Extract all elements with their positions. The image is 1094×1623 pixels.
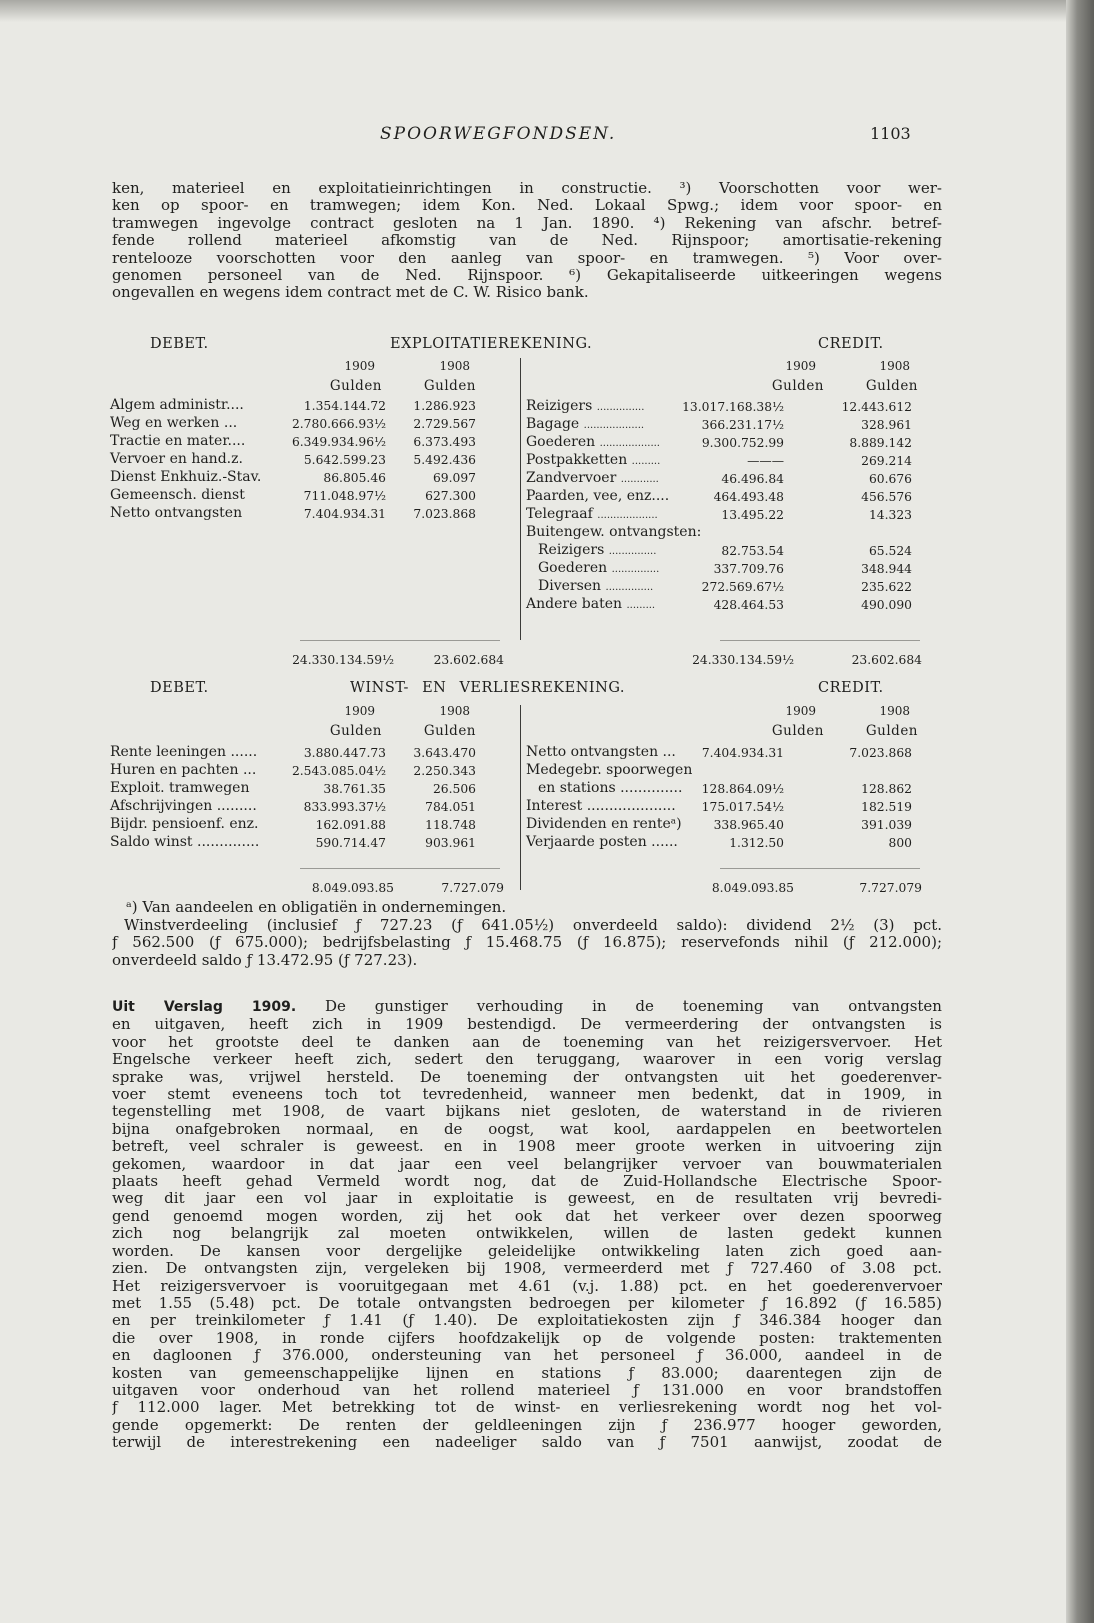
text-line: terwijl de interestrekening een nadeeliger saldo van ƒ 7501 aanwijst, zoodat de bbox=[112, 1434, 942, 1452]
credit-row-1908: 269.214 bbox=[861, 454, 912, 468]
debet-row-1909: 86.805.46 bbox=[323, 471, 386, 485]
credit-row-1909: 338.965.40 bbox=[713, 818, 784, 832]
credit-row-1909: 175.017.54½ bbox=[701, 800, 784, 814]
credit-row-label: Reizigers bbox=[538, 542, 605, 558]
debet-total-1909: 8.049.093.85 bbox=[311, 881, 394, 895]
debet-row-label: Gemeensch. dienst bbox=[110, 487, 245, 503]
debet-row-1909: 5.642.599.23 bbox=[303, 453, 386, 467]
debet-row-label: Weg en werken ... bbox=[110, 415, 238, 431]
total-rule bbox=[300, 640, 500, 641]
debet-row-label: Tractie en mater.... bbox=[110, 433, 246, 449]
text-line: ƒ 112.000 lager. Met betrekking tot de winst- en verliesrekening wordt nog het vol- bbox=[112, 1399, 942, 1417]
debet-total-1908: 7.727.079 bbox=[441, 881, 504, 895]
debet-row-1908: 7.023.868 bbox=[413, 507, 476, 521]
debet-row-1909: 590.714.47 bbox=[315, 836, 386, 850]
unit-header: Gulden bbox=[423, 723, 476, 739]
unit-header: Gulden bbox=[865, 378, 918, 394]
credit-row-label: Goederen bbox=[538, 560, 608, 576]
credit-row-1908: 456.576 bbox=[861, 490, 912, 504]
year-header: 1908 bbox=[439, 704, 470, 718]
exploitatie-debet-label: DEBET. bbox=[150, 336, 209, 352]
credit-row-label: Postpakketten bbox=[526, 452, 628, 468]
debet-row-1908: 2.729.567 bbox=[413, 417, 476, 431]
debet-row-1909: 1.354.144.72 bbox=[303, 399, 386, 413]
footnote-a: ᵃ) Van aandeelen en obligatiën in ondernemingen. bbox=[126, 898, 507, 916]
winstverdeeling-paragraph bbox=[112, 917, 942, 969]
text-line: ken op spoor- en tramwegen; idem Kon. Ned. Lokaal Spwg.; idem voor spoor- en bbox=[112, 197, 942, 215]
report-heading: Uit Verslag 1909. bbox=[112, 999, 297, 1015]
year-header: 1909 bbox=[785, 359, 816, 373]
unit-header: Gulden bbox=[423, 378, 476, 394]
credit-row-1909: 464.493.48 bbox=[713, 490, 784, 504]
credit-row-1908: 800 bbox=[888, 836, 912, 850]
credit-row-label: Goederen bbox=[526, 434, 596, 450]
credit-row-1908: 65.524 bbox=[868, 544, 912, 558]
debet-total-1908: 23.602.684 bbox=[433, 653, 504, 667]
credit-row-1909: 7.404.934.31 bbox=[701, 746, 784, 760]
year-header: 1909 bbox=[344, 359, 375, 373]
credit-subheading: Buitengew. ontvangsten: bbox=[526, 524, 702, 540]
leader-dots: ............... bbox=[608, 546, 657, 557]
debet-row-label: Huren en pachten ... bbox=[110, 762, 257, 778]
debet-row-1909: 38.761.35 bbox=[323, 782, 386, 796]
credit-row-label: Verjaarde posten ...... bbox=[526, 834, 678, 850]
running-title: SPOORWEGFONDSEN. bbox=[380, 124, 617, 144]
leader-dots: ................... bbox=[599, 438, 660, 449]
debet-row-1909: 2.780.666.93½ bbox=[291, 417, 386, 431]
credit-row-1909: 128.864.09½ bbox=[701, 782, 784, 796]
debet-row-label: Saldo winst .............. bbox=[110, 834, 260, 850]
credit-row bbox=[538, 542, 656, 561]
debet-row-label: Bijdr. pensioenf. enz. bbox=[110, 816, 259, 832]
credit-row bbox=[526, 398, 644, 417]
credit-row-label: Telegraaf bbox=[526, 506, 593, 522]
leader-dots: ................... bbox=[583, 420, 645, 431]
credit-row bbox=[526, 470, 659, 489]
credit-row bbox=[526, 506, 658, 525]
credit-row-1908: 60.676 bbox=[868, 472, 912, 486]
text-line: rentelooze voorschotten voor den aanleg van spoor- en tramwegen. ⁵) Voor over- bbox=[112, 249, 942, 267]
credit-row-label: Zandvervoer bbox=[526, 470, 617, 486]
credit-row-label: Andere baten bbox=[526, 596, 623, 612]
credit-row-1908: 8.889.142 bbox=[849, 436, 912, 450]
debet-row-1909: 833.993.37½ bbox=[303, 800, 386, 814]
credit-row-label: Bagage bbox=[526, 416, 580, 432]
credit-row-1909: 366.231.17½ bbox=[701, 418, 784, 432]
credit-row-1909: 272.569.67½ bbox=[701, 580, 784, 594]
credit-row-label: en stations .............. bbox=[538, 780, 683, 796]
credit-total-1908: 23.602.684 bbox=[851, 653, 922, 667]
text-line: ken, materieel en exploitatieinrichtingen in constructie. ³) Voorschotten voor wer- bbox=[112, 180, 942, 197]
text-line: ongevallen en wegens idem contract met de C. W. Risico bank. bbox=[112, 284, 589, 302]
debet-row-1908: 903.961 bbox=[425, 836, 476, 850]
year-header: 1908 bbox=[879, 359, 910, 373]
credit-row-1908: 128.862 bbox=[861, 782, 912, 796]
debet-row-1908: 1.286.923 bbox=[413, 399, 476, 413]
year-header: 1909 bbox=[785, 704, 816, 718]
credit-row-1908: 328.961 bbox=[861, 418, 912, 432]
debet-row-1909: 7.404.934.31 bbox=[303, 507, 386, 521]
winst-debet-label: DEBET. bbox=[150, 680, 209, 696]
debet-row-1908: 627.300 bbox=[425, 489, 476, 503]
credit-row-label: Medegebr. spoorwegen bbox=[526, 762, 693, 778]
credit-row-1908: 14.323 bbox=[868, 508, 912, 522]
credit-row-label: Paarden, vee, enz.... bbox=[526, 488, 670, 504]
debet-row-1908: 69.097 bbox=[432, 471, 476, 485]
report-first-line: De gunstiger verhouding in de toeneming van ontvangsten bbox=[325, 998, 942, 1015]
debet-row-1909: 2.543.085.04½ bbox=[291, 764, 386, 778]
year-header: 1909 bbox=[344, 704, 375, 718]
debet-row-label: Vervoer en hand.z. bbox=[110, 451, 243, 467]
text-line: sprake was, vrijwel hersteld. De toeneming der ontvangsten uit het goederenver- bbox=[112, 1068, 942, 1086]
credit-row bbox=[538, 560, 659, 579]
leader-dots: ............... bbox=[596, 402, 645, 413]
debet-row-label: Afschrijvingen ......... bbox=[110, 798, 257, 814]
leader-dots: ............... bbox=[605, 582, 654, 593]
text-line: weg dit jaar een vol jaar in exploitatie is geweest, en de resultaten vrij bevredi- bbox=[112, 1190, 942, 1208]
credit-row-1908: 7.023.868 bbox=[849, 746, 912, 760]
text-line: die over 1908, in ronde cijfers hoofdzakelijk op de volgende posten: traktementen bbox=[112, 1329, 942, 1347]
credit-row-label: Netto ontvangsten ... bbox=[526, 744, 676, 760]
text-line: zien. De ontvangsten zijn, vergeleken bij 1908, vermeerderd met ƒ 727.460 of 3.08 pct. bbox=[112, 1260, 942, 1278]
debet-total-1909: 24.330.134.59½ bbox=[292, 653, 394, 667]
credit-row bbox=[538, 578, 653, 597]
text-line: en dagloonen ƒ 376.000, ondersteuning van het personeel ƒ 36.000, aandeel in de bbox=[112, 1347, 942, 1365]
credit-row bbox=[526, 488, 669, 506]
exploitatie-title: EXPLOITATIEREKENING. bbox=[390, 336, 593, 352]
text-line: ƒ 562.500 (ƒ 675.000); bedrijfsbelasting ƒ 15.468.75 (ƒ 16.875); reservefonds nihil (ƒ 212.000); bbox=[112, 934, 942, 952]
credit-total-1908: 7.727.079 bbox=[859, 881, 922, 895]
debet-row-1908: 3.643.470 bbox=[413, 746, 476, 760]
credit-row-1908: 391.039 bbox=[861, 818, 912, 832]
text-line: en per treinkilometer ƒ 1.41 (ƒ 1.40). De exploitatiekosten zijn ƒ 346.384 hooger dan bbox=[112, 1312, 942, 1330]
text-line: Het reizigersvervoer is vooruitgegaan met 4.61 (v.j. 1.88) pct. en het goederenvervoer bbox=[112, 1277, 942, 1295]
text-line: kosten van gemeenschappelijke lijnen en stations ƒ 83.000; daarentegen zijn de bbox=[112, 1364, 942, 1382]
debet-row-1908: 6.373.493 bbox=[413, 435, 476, 449]
debet-row-1908: 118.748 bbox=[425, 818, 476, 832]
credit-row-label: Dividenden en renteᵃ) bbox=[526, 816, 682, 832]
text-line: gende opgemerkt: De renten der geldleeningen zijn ƒ 236.977 hooger geworden, bbox=[112, 1416, 942, 1434]
winst-title: WINST- EN VERLIESREKENING. bbox=[350, 680, 625, 696]
text-line: tramwegen ingevolge contract gesloten na 1 Jan. 1890. ⁴) Rekening van afschr. betref- bbox=[112, 214, 942, 232]
debet-row-1909: 711.048.97½ bbox=[303, 489, 386, 503]
credit-row-label: Interest .................... bbox=[526, 798, 676, 814]
credit-row bbox=[526, 596, 655, 615]
text-line: gekomen, waardoor in dat jaar een veel belangrijker vervoer van bouwmaterialen bbox=[112, 1155, 942, 1173]
credit-row-1908: 490.090 bbox=[861, 598, 912, 612]
credit-row-1909: 428.464.53 bbox=[713, 598, 784, 612]
total-rule bbox=[720, 868, 920, 869]
credit-row-1909: 9.300.752.99 bbox=[701, 436, 784, 450]
exploitatie-credit-label: CREDIT. bbox=[818, 336, 884, 352]
leader-dots: ................... bbox=[597, 510, 658, 521]
debet-row-1909: 3.880.447.73 bbox=[303, 746, 386, 760]
column-divider bbox=[520, 358, 521, 640]
text-line bbox=[112, 998, 942, 1016]
credit-row bbox=[526, 416, 644, 435]
text-line: worden. De kansen voor dergelijke geleidelijke ontwikkeling laten zich goed aan- bbox=[112, 1242, 942, 1260]
book-binding-edge bbox=[1066, 0, 1094, 1623]
credit-row bbox=[526, 452, 660, 471]
credit-row-1909: 337.709.76 bbox=[713, 562, 784, 576]
debet-row-label: Netto ontvangsten bbox=[110, 505, 243, 521]
text-line: voor het grootste deel te danken aan de toeneming van het reizigersvervoer. Het bbox=[112, 1033, 942, 1051]
debet-row-1909: 6.349.934.96½ bbox=[291, 435, 386, 449]
debet-row-1908: 2.250.343 bbox=[413, 764, 476, 778]
unit-header: Gulden bbox=[771, 723, 824, 739]
text-line: fende rollend materieel afkomstig van de Ned. Rijnspoor; amortisatie-rekening bbox=[112, 232, 942, 250]
credit-row-1908: 348.944 bbox=[861, 562, 912, 576]
page-number: 1103 bbox=[870, 124, 911, 143]
debet-row-1909: 162.091.88 bbox=[315, 818, 386, 832]
total-rule bbox=[720, 640, 920, 641]
text-line: uitgaven voor onderhoud van het rollend materieel ƒ 131.000 en voor brandstoffen bbox=[112, 1381, 942, 1399]
text-line: en uitgaven, heeft zich in 1909 bestendigd. De vermeerdering der ontvangsten is bbox=[112, 1016, 942, 1034]
debet-row-1908: 5.492.436 bbox=[413, 453, 476, 467]
credit-row-label: Reizigers bbox=[526, 398, 593, 414]
text-line: tegenstelling met 1908, de vaart bijkans niet gesloten, de waterstand in de rivieren bbox=[112, 1103, 942, 1121]
unit-header: Gulden bbox=[865, 723, 918, 739]
total-rule bbox=[300, 868, 500, 869]
text-line: genomen personeel van de Ned. Rijnspoor. ⁶) Gekapitaliseerde uitkeeringen wegens bbox=[112, 267, 942, 285]
credit-total-1909: 8.049.093.85 bbox=[711, 881, 794, 895]
text-line: bijna onafgebroken normaal, en de oogst, wat kool, aardappelen en beetwortelen bbox=[112, 1120, 942, 1138]
debet-row-label: Algem administr.... bbox=[110, 397, 244, 413]
year-header: 1908 bbox=[439, 359, 470, 373]
credit-row-label: Diversen bbox=[538, 578, 602, 594]
debet-row-label: Rente leeningen ...... bbox=[110, 744, 258, 760]
text-line: met 1.55 (5.48) pct. De totale ontvangsten bedroegen per kilometer ƒ 16.892 (ƒ 16.585) bbox=[112, 1294, 942, 1312]
credit-row bbox=[526, 434, 660, 453]
text-line: betreft, veel schraler is geweest. en in 1908 meer groote werken in uitvoering zijn bbox=[112, 1138, 942, 1156]
winst-credit-label: CREDIT. bbox=[818, 680, 884, 696]
credit-row-1908: 182.519 bbox=[861, 800, 912, 814]
text-line: zich nog belangrijk zal moeten ontwikkelen, willen de lasten gedekt kunnen bbox=[112, 1225, 942, 1243]
intro-paragraph bbox=[112, 180, 942, 302]
debet-row-1908: 26.506 bbox=[432, 782, 476, 796]
credit-row-1909: 13.017.168.38½ bbox=[682, 400, 784, 414]
year-header: 1908 bbox=[879, 704, 910, 718]
unit-header: Gulden bbox=[771, 378, 824, 394]
report-paragraph bbox=[112, 998, 942, 1452]
column-divider bbox=[520, 705, 521, 890]
credit-row-1908: 12.443.612 bbox=[841, 400, 912, 414]
credit-row-1909: 46.496.84 bbox=[721, 472, 784, 486]
debet-row-1908: 784.051 bbox=[425, 800, 476, 814]
debet-row-label: Dienst Enkhuiz.-Stav. bbox=[110, 469, 262, 485]
text-line: Engelsche verkeer heeft zich, sedert den teruggang, waarover in een vorig verslag bbox=[112, 1051, 942, 1069]
credit-row-1909: 82.753.54 bbox=[721, 544, 784, 558]
text-line: plaats heeft gehad Vermeld wordt nog, dat de Zuid-Hollandsche Electrische Spoor- bbox=[112, 1173, 942, 1191]
text-line: voer stemt eveneens toch tot tevredenheid, wanneer men bedenkt, dat in 1909, in bbox=[112, 1086, 942, 1104]
leader-dots: ............... bbox=[611, 564, 660, 575]
credit-row-1908: 235.622 bbox=[861, 580, 912, 594]
credit-row-1909: 13.495.22 bbox=[721, 508, 784, 522]
credit-row-1909: 1.312.50 bbox=[729, 836, 784, 850]
leader-dots: ......... bbox=[626, 600, 656, 611]
leader-dots: ......... bbox=[631, 456, 661, 467]
text-line: onverdeeld saldo ƒ 13.472.95 (ƒ 727.23). bbox=[112, 951, 418, 969]
credit-row-1909: ——— bbox=[747, 454, 784, 468]
credit-total-1909: 24.330.134.59½ bbox=[692, 653, 794, 667]
unit-header: Gulden bbox=[329, 723, 382, 739]
debet-row-label: Exploit. tramwegen bbox=[110, 780, 250, 796]
leader-dots: ............ bbox=[620, 474, 659, 485]
text-line: gend genoemd mogen worden, zij het ook dat het verkeer over dezen spoorweg bbox=[112, 1207, 942, 1225]
page-top-shadow bbox=[0, 0, 1066, 22]
text-line: Winstverdeeling (inclusief ƒ 727.23 (ƒ 641.05½) onverdeeld saldo): dividend 2½ (3) pct. bbox=[124, 917, 942, 934]
unit-header: Gulden bbox=[329, 378, 382, 394]
